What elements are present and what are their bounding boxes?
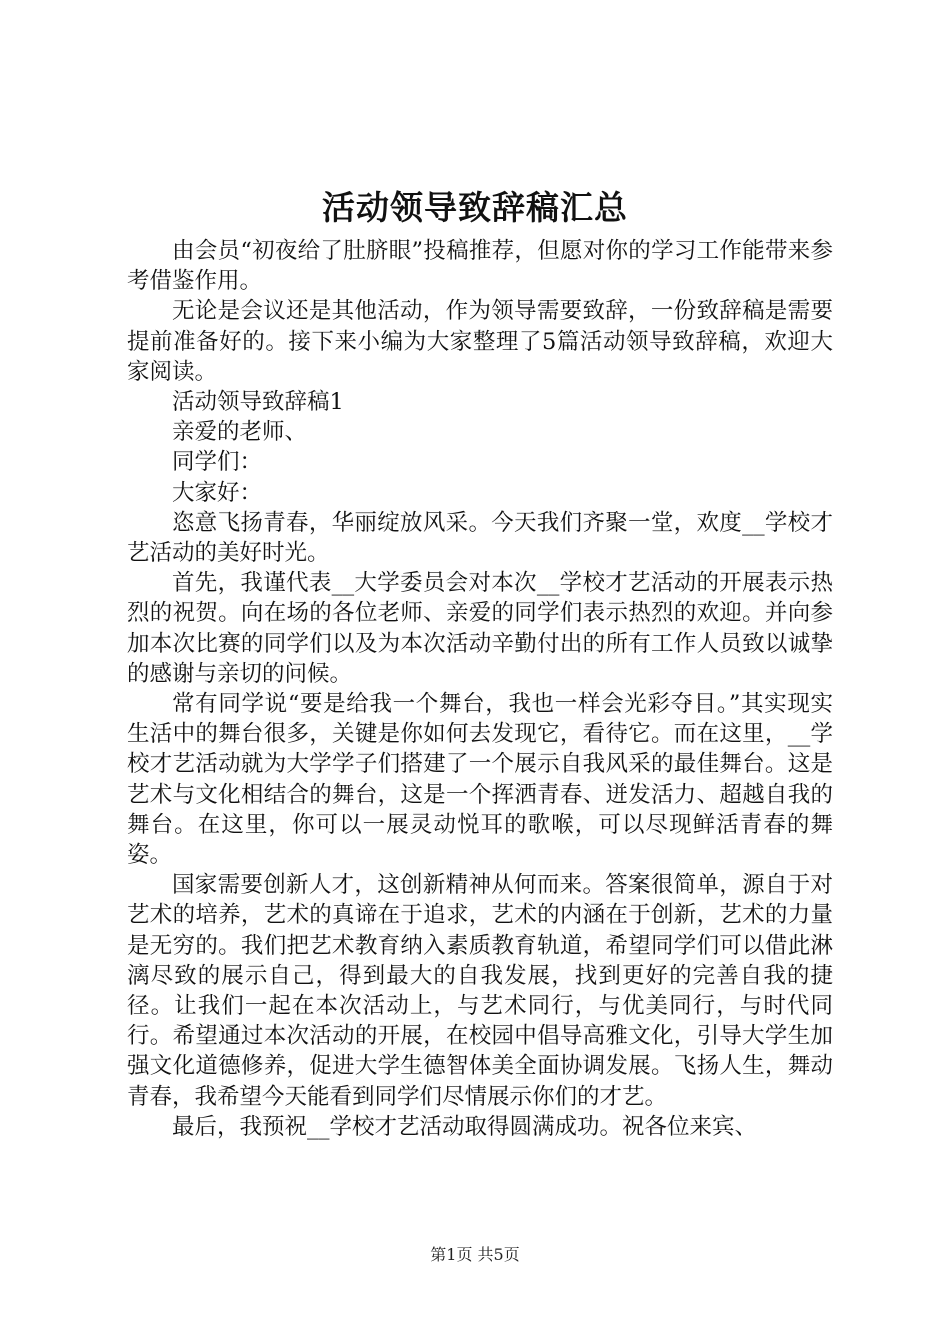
salutation-teachers: 亲爱的老师、: [172, 419, 308, 446]
document-body: [127, 236, 833, 1142]
paragraph-opening: 恣意飞扬青春，华丽绽放风采。今天我们齐聚一堂，欢度__学校才艺活动的美好时光。: [127, 509, 833, 567]
speech-heading: 活动领导致辞稿1: [172, 389, 344, 416]
greeting: 大家好：: [172, 479, 263, 506]
paragraph-preface: 无论是会议还是其他活动，作为领导需要致辞，一份致辞稿是需要提前准备好的。接下来小编为大家整理了5篇活动领导致辞稿，欢迎大家阅读。: [127, 298, 833, 385]
paragraph-innovation: 国家需要创新人才，这创新精神从何而来。答案很简单，源自于对艺术的培养，艺术的真谛在于追求，艺术的内涵在于创新，艺术的力量是无穷的。我们把艺术教育纳入素质教育轨道，希望同学们可以借此淋漓尽致的展示自己，得到最大的自我发展，找到更好的完善自我的捷径。让我们一起在本次活动上，与艺术同行，与优美同行，与时代同行。希望通过本次活动的开展，在校园中倡导高雅文化，引导大学生加强文化道德修养，促进大学生德智体美全面协调发展。飞扬人生，舞动青春，我希望今天能看到同学们尽情展示你们的才艺。: [127, 872, 833, 1110]
document-title: 活动领导致辞稿汇总: [322, 188, 628, 227]
paragraph-closing: 最后，我预祝__学校才艺活动取得圆满成功。祝各位来宾、: [172, 1113, 758, 1140]
paragraph-intro: 由会员“初夜给了肚脐眼”投稿推荐，但愿对你的学习工作能带来参考借鉴作用。: [127, 238, 833, 295]
salutation-students: 同学们：: [172, 449, 263, 476]
paragraph-congratulations: 首先，我谨代表__大学委员会对本次__学校才艺活动的开展表示热烈的祝贺。向在场的各位老师、亲爱的同学们表示热烈的欢迎。并向参加本次比赛的同学们以及为本次活动辛勤付出的所有工作人员致以诚挚的感谢与亲切的问候。: [127, 570, 833, 687]
page-footer: 第1页 共5页: [430, 1245, 520, 1264]
paragraph-stage: 常有同学说“要是给我一个舞台，我也一样会光彩夺目。”其实现实生活中的舞台很多，关键是你如何去发现它，看待它。而在这里，__学校才艺活动就为大学学子们搭建了一个展示自我风采的最佳舞台。这是艺术与文化相结合的舞台，这是一个挥洒青春、迸发活力、超越自我的舞台。在这里，你可以一展灵动悦耳的歌喉，可以尽现鲜活青春的舞姿。: [127, 691, 833, 869]
